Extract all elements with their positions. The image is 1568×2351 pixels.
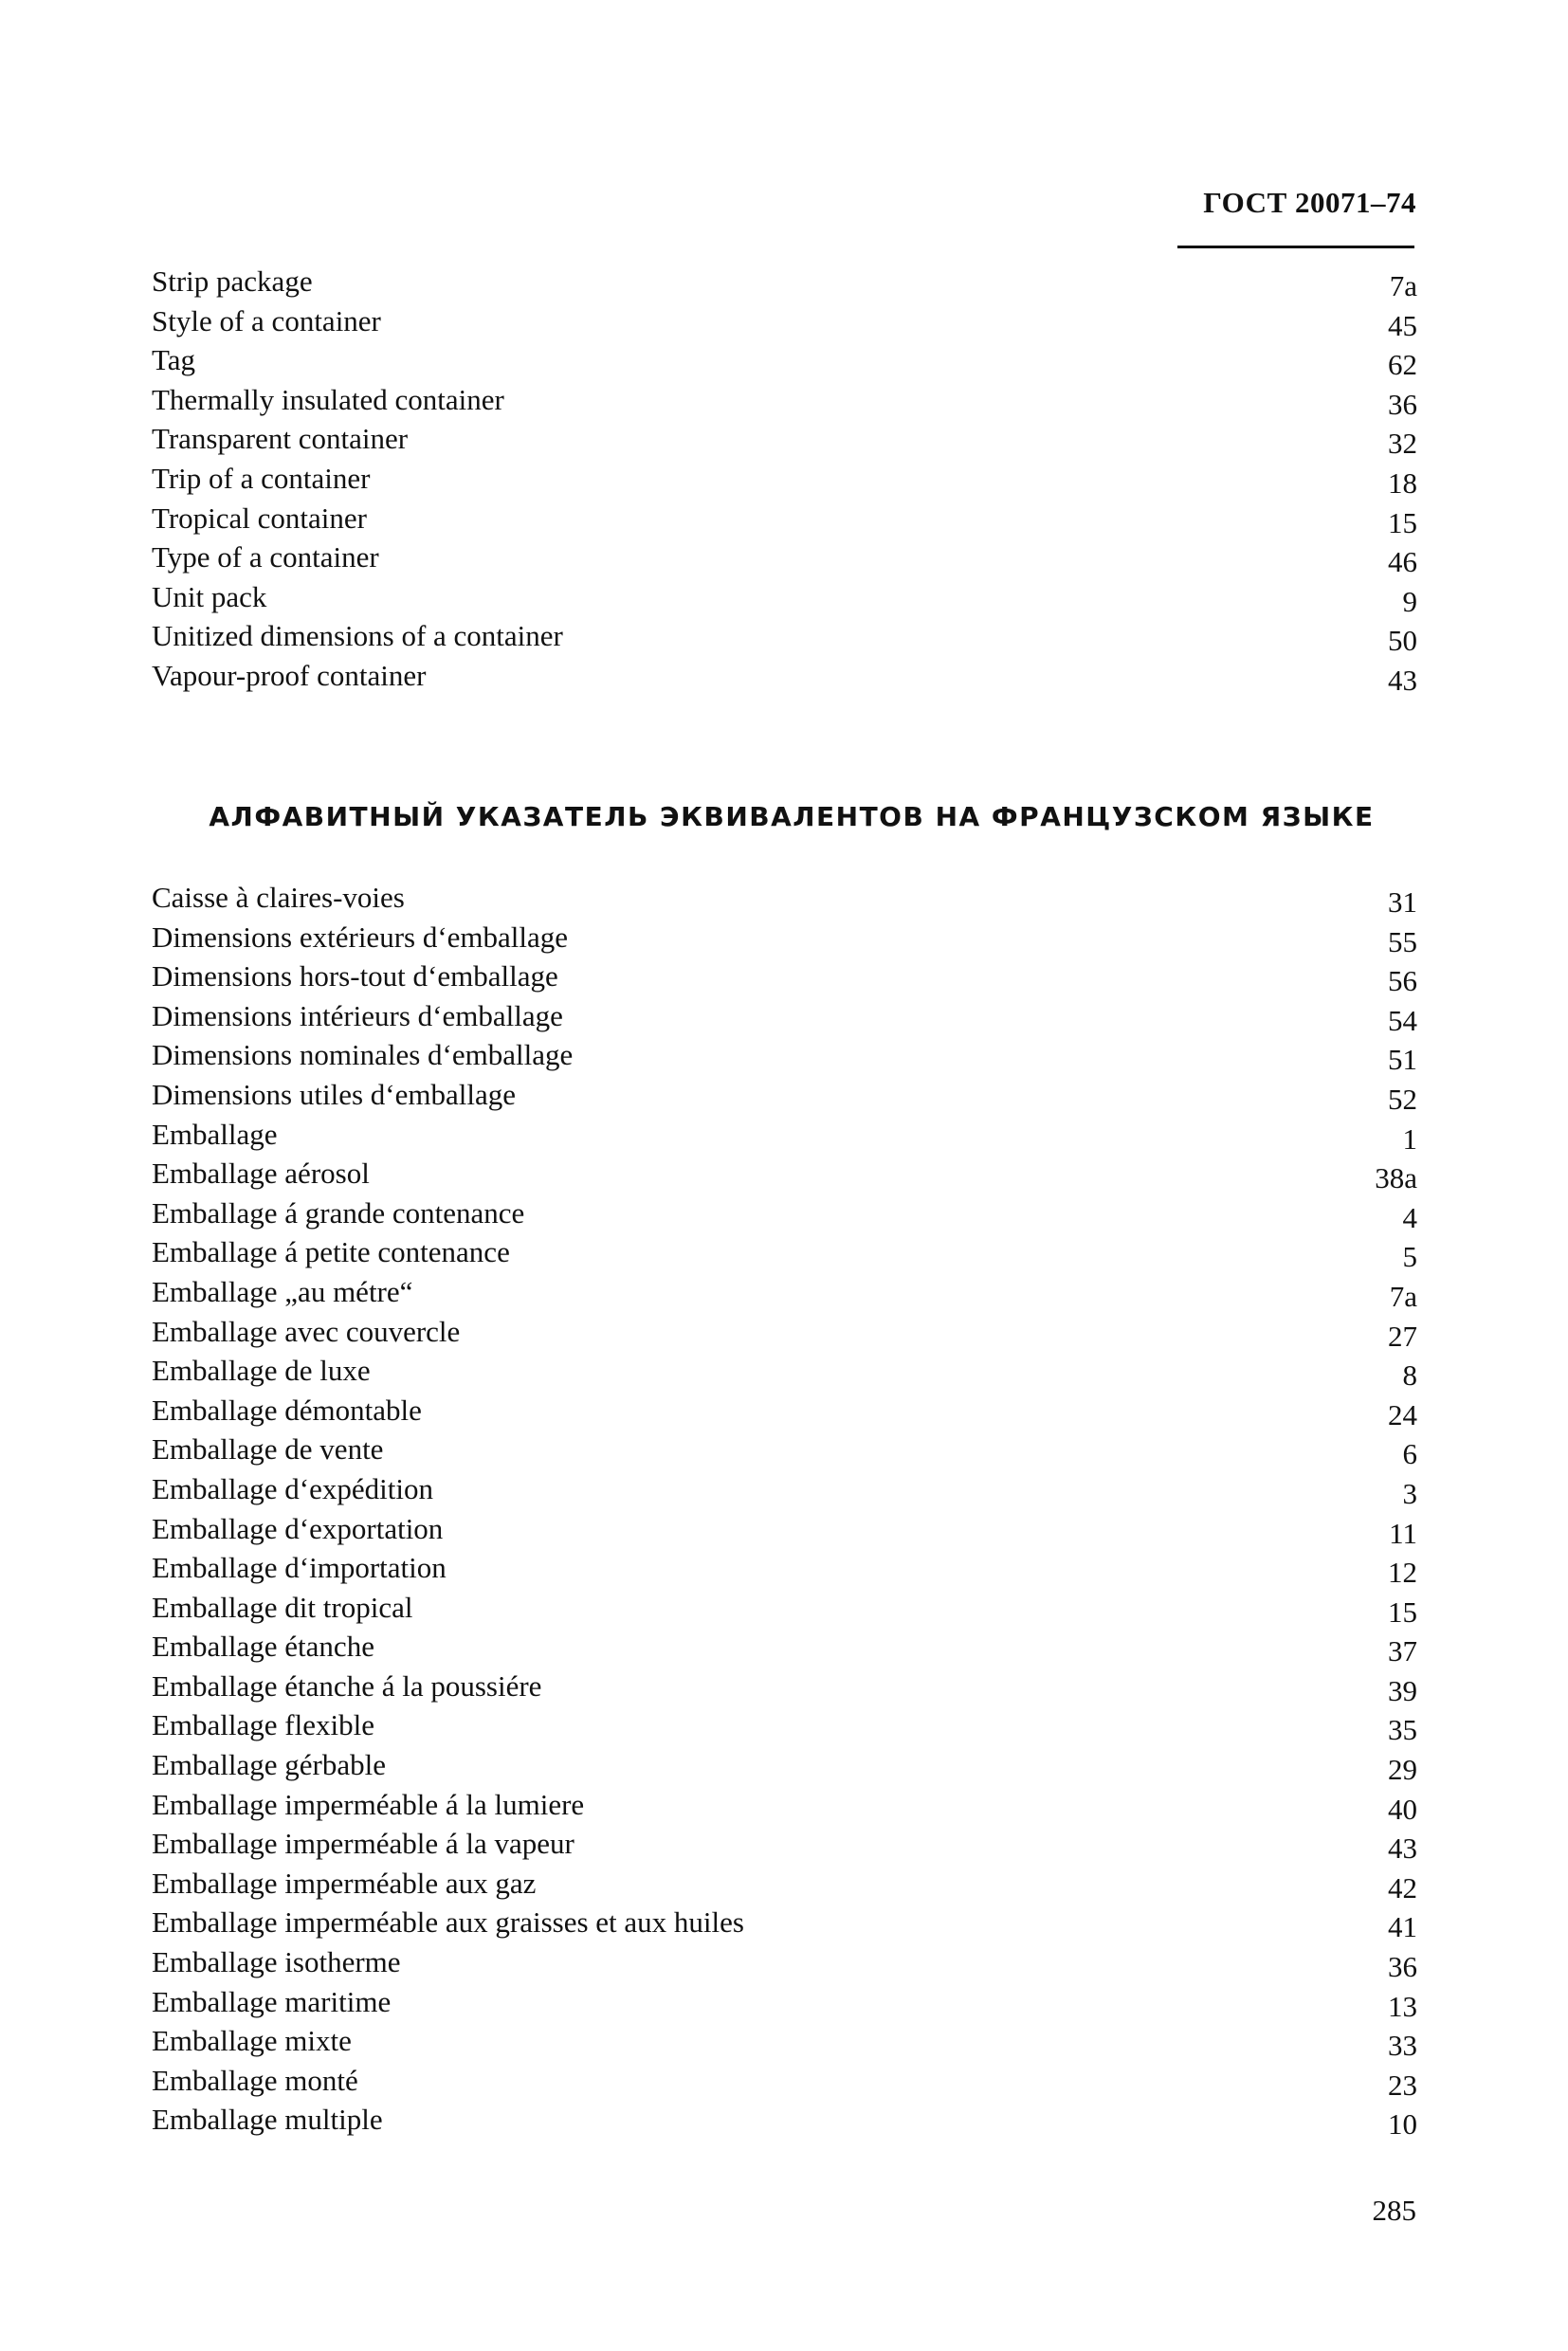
index-term-number: 9 (1402, 584, 1417, 618)
index-term: Emballage étanche á la poussiére (152, 1668, 542, 1703)
index-term: Emballage gérbable (152, 1748, 387, 1782)
index-term-number: 15 (1388, 505, 1417, 539)
index-term-number: 39 (1388, 1673, 1417, 1707)
index-row (152, 1194, 1417, 1233)
index-row (152, 340, 1417, 380)
index-term: Emballage imperméable aux graisses et aux huiles (152, 1905, 744, 1940)
index-row (152, 1351, 1417, 1391)
document-code: ГОСТ 20071–74 (1203, 186, 1416, 219)
index-term: Emballage avec couvercle (152, 1314, 461, 1348)
index-term-number: 11 (1389, 1516, 1417, 1550)
index-term: Emballage démontable (152, 1393, 422, 1427)
index-row (152, 1667, 1417, 1706)
index-row (152, 1903, 1417, 1942)
index-row (152, 1154, 1417, 1194)
index-term-number: 8 (1402, 1358, 1417, 1393)
index-term-number: 13 (1388, 1989, 1417, 2023)
index-term-number: 36 (1388, 387, 1417, 421)
index-term-number: 18 (1388, 465, 1417, 500)
index-term-number: 36 (1388, 1950, 1417, 1984)
header-rule (1177, 246, 1414, 248)
index-term: Emballage d‘expédition (152, 1471, 433, 1505)
index-row (152, 2021, 1417, 2061)
index-row (152, 1232, 1417, 1272)
index-term: Emballage de vente (152, 1432, 384, 1467)
index-term-number: 46 (1388, 545, 1417, 579)
index-row (152, 1785, 1417, 1825)
index-term: Trip of a container (152, 461, 371, 495)
index-term-number: 3 (1402, 1476, 1417, 1510)
index-term: Emballage monté (152, 2063, 358, 2097)
index-term: Dimensions hors-tout d‘emballage (152, 959, 558, 993)
index-row (152, 2100, 1417, 2140)
index-term-number: 23 (1388, 2068, 1417, 2102)
index-term-number: 24 (1388, 1397, 1417, 1431)
index-term: Emballage flexible (152, 1708, 374, 1742)
index-row (152, 1982, 1417, 2022)
index-term: Dimensions extérieurs d‘emballage (152, 920, 569, 954)
index-term-number: 5 (1402, 1240, 1417, 1274)
index-term: Thermally insulated container (152, 382, 504, 416)
index-term-number: 10 (1388, 2107, 1417, 2141)
index-term-number: 29 (1388, 1753, 1417, 1787)
index-term: Emballage dit tropical (152, 1590, 413, 1624)
index-row (152, 301, 1417, 341)
index-term: Emballage aérosol (152, 1157, 370, 1191)
index-term-number: 37 (1388, 1634, 1417, 1668)
index-term-number: 7a (1389, 269, 1417, 302)
index-term-number: 33 (1388, 2029, 1417, 2063)
index-term: Emballage (152, 1117, 278, 1151)
index-term-number: 52 (1388, 1082, 1417, 1116)
index-row (152, 878, 1417, 918)
index-term: Emballage étanche (152, 1630, 374, 1664)
index-term: Dimensions utiles d‘emballage (152, 1077, 516, 1111)
index-row (152, 380, 1417, 420)
index-term: Emballage d‘importation (152, 1551, 447, 1585)
index-term-number: 41 (1388, 1910, 1417, 1944)
index-term: Transparent container (152, 422, 409, 456)
index-row (152, 1942, 1417, 1982)
index-term: Emballage imperméable aux gaz (152, 1866, 537, 1900)
index-row (152, 1430, 1417, 1469)
index-term: Dimensions nominales d‘emballage (152, 1038, 574, 1072)
index-term-number: 6 (1402, 1437, 1417, 1471)
index-term-number: 15 (1388, 1595, 1417, 1629)
index-term-number: 31 (1388, 885, 1417, 919)
page-number: 285 (1372, 2194, 1416, 2227)
index-row (152, 616, 1417, 656)
index-term: Vapour-proof container (152, 658, 427, 692)
index-term: Emballage mixte (152, 2024, 352, 2058)
index-row (152, 1035, 1417, 1075)
index-term: Emballage isotherme (152, 1945, 401, 1979)
index-term-number: 1 (1402, 1121, 1417, 1156)
index-row (152, 459, 1417, 499)
index-term: Emballage á grande contenance (152, 1195, 525, 1230)
index-term: Dimensions intérieurs d‘emballage (152, 998, 563, 1032)
index-term-number: 27 (1388, 1319, 1417, 1353)
index-row (152, 1548, 1417, 1588)
index-term: Emballage d‘exportation (152, 1511, 444, 1545)
index-row (152, 1745, 1417, 1785)
index-term: Unit pack (152, 579, 267, 613)
index-term-number: 4 (1402, 1200, 1417, 1234)
french-section-heading: АЛФАВИТНЫЙ УКАЗАТЕЛЬ ЭКВИВАЛЕНТОВ НА ФРАНЦУЗСКОМ ЯЗЫКЕ (209, 801, 1375, 832)
index-row (152, 1469, 1417, 1509)
index-term: Tag (152, 343, 196, 377)
index-row (152, 1312, 1417, 1352)
index-row (152, 1115, 1417, 1155)
index-row (152, 1272, 1417, 1312)
index-row (152, 2061, 1417, 2101)
index-term: Emballage „au métre“ (152, 1274, 413, 1308)
index-term: Emballage imperméable á la vapeur (152, 1827, 574, 1861)
french-index-list (152, 878, 1417, 2140)
index-term: Strip package (152, 264, 313, 298)
index-row (152, 1391, 1417, 1431)
index-term-number: 51 (1388, 1043, 1417, 1077)
english-index-list (152, 262, 1417, 696)
index-term-number: 55 (1388, 924, 1417, 958)
index-term-number: 12 (1388, 1556, 1417, 1590)
index-term-number: 50 (1388, 624, 1417, 658)
index-term-number: 38a (1375, 1161, 1417, 1195)
index-term: Emballage maritime (152, 1984, 392, 2018)
index-row (152, 1075, 1417, 1115)
index-row (152, 419, 1417, 459)
index-term: Tropical container (152, 501, 367, 535)
index-row (152, 918, 1417, 957)
index-row (152, 577, 1417, 617)
index-term-number: 43 (1388, 663, 1417, 697)
index-row (152, 1627, 1417, 1667)
index-term: Emballage de luxe (152, 1354, 371, 1388)
index-term-number: 40 (1388, 1792, 1417, 1826)
index-term: Caisse à claires-voies (152, 881, 405, 914)
index-row (152, 1588, 1417, 1628)
index-term: Emballage á petite contenance (152, 1235, 510, 1269)
index-row (152, 996, 1417, 1036)
index-term-number: 54 (1388, 1003, 1417, 1037)
index-row (152, 499, 1417, 538)
index-term-number: 35 (1388, 1713, 1417, 1747)
index-row (152, 656, 1417, 696)
index-term: Style of a container (152, 303, 381, 337)
index-term-number: 43 (1388, 1832, 1417, 1866)
index-row (152, 538, 1417, 577)
index-row (152, 1705, 1417, 1745)
index-row (152, 262, 1417, 301)
index-row (152, 957, 1417, 996)
index-term: Type of a container (152, 540, 379, 574)
index-term-number: 42 (1388, 1870, 1417, 1904)
index-term: Emballage imperméable á la lumiere (152, 1787, 585, 1821)
index-row (152, 1824, 1417, 1864)
index-term: Unitized dimensions of a container (152, 619, 563, 653)
index-term-number: 45 (1388, 308, 1417, 342)
index-term-number: 56 (1388, 964, 1417, 998)
index-term: Emballage multiple (152, 2103, 383, 2137)
index-row (152, 1864, 1417, 1904)
index-row (152, 1509, 1417, 1549)
index-term-number: 62 (1388, 348, 1417, 382)
index-term-number: 7a (1389, 1279, 1417, 1313)
index-term-number: 32 (1388, 427, 1417, 461)
